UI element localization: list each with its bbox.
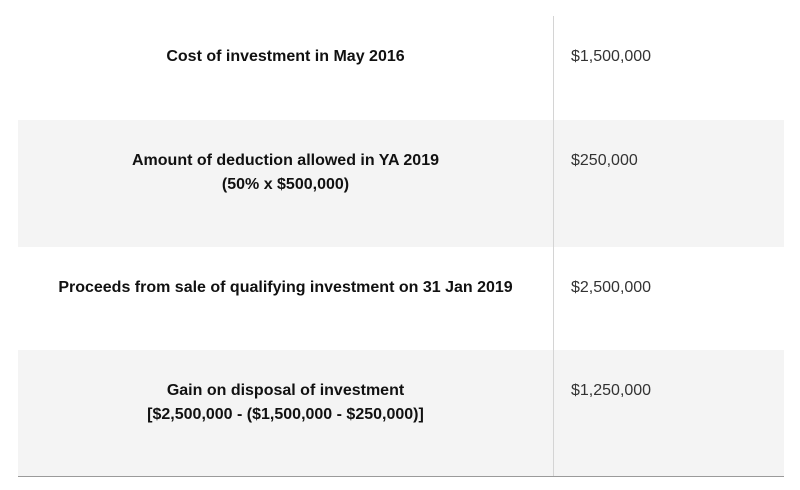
row-value: $2,500,000	[571, 279, 652, 296]
row-value: $250,000	[571, 152, 638, 169]
table-bottom-border	[18, 476, 784, 477]
table-row	[18, 247, 784, 350]
row-label	[18, 16, 553, 120]
row-label	[18, 247, 553, 350]
table-row	[18, 16, 784, 120]
row-label	[18, 350, 553, 476]
row-label	[18, 120, 553, 247]
row-label-line: Proceeds from sale of qualifying investment on 31 Jan 2019	[58, 279, 513, 296]
row-label-line: Amount of deduction allowed in YA 2019	[131, 152, 439, 169]
table-row	[18, 350, 784, 476]
row-label-line: [$2,500,000 - ($1,500,000 - $250,000)]	[147, 406, 424, 423]
row-label-line: Gain on disposal of investment	[166, 382, 405, 399]
row-label-line: (50% x $500,000)	[221, 176, 350, 193]
column-divider	[553, 16, 554, 476]
row-value: $1,500,000	[571, 48, 652, 65]
table-row	[18, 120, 784, 247]
row-label-line: Cost of investment in May 2016	[166, 48, 405, 65]
investment-table	[18, 16, 784, 476]
row-value: $1,250,000	[571, 382, 652, 399]
